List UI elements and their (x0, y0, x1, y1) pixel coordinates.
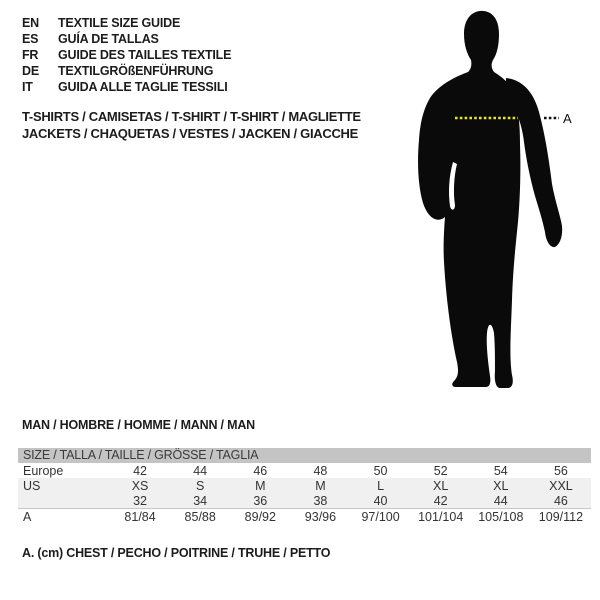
man-silhouette (418, 11, 520, 388)
size-cell: 42 (433, 493, 448, 508)
size-row-us (18, 478, 591, 493)
size-cell: 101/104 (418, 509, 464, 524)
size-cell: 38 (313, 493, 328, 508)
size-cell: 81/84 (124, 509, 156, 524)
size-cell: 34 (193, 493, 208, 508)
size-row-label: A (23, 509, 32, 524)
size-cell: L (377, 478, 385, 493)
size-cell: XL (493, 478, 509, 493)
size-row-label: Europe (23, 463, 64, 478)
language-label: GUIDA ALLE TAGLIE TESSILI (58, 80, 228, 94)
measure-label-a: A (563, 111, 572, 126)
size-cell: 50 (373, 463, 388, 478)
size-cell: 44 (493, 493, 508, 508)
size-cell: XS (131, 478, 149, 493)
size-cell: 93/96 (304, 509, 337, 524)
garment-categories (22, 108, 361, 142)
size-cell: 46 (553, 493, 568, 508)
category-line-tshirts: T-SHIRTS / CAMISETAS / T-SHIRT / T-SHIRT / MAGLIETTE (22, 109, 361, 124)
size-cell: 89/92 (244, 509, 276, 524)
language-row (22, 63, 231, 79)
language-code: ES (22, 32, 39, 46)
size-cell: 46 (253, 463, 268, 478)
size-row-label: US (23, 478, 41, 493)
language-row (22, 15, 231, 31)
size-cell: XL (433, 478, 449, 493)
size-cell: 40 (373, 493, 388, 508)
language-code: EN (22, 16, 39, 30)
language-row (22, 79, 231, 95)
size-cell: 109/112 (538, 509, 584, 524)
size-cell: 56 (553, 463, 568, 478)
size-cell: M (255, 478, 266, 493)
language-label: GUIDE DES TAILLES TEXTILE (58, 48, 232, 62)
language-code: IT (22, 80, 33, 94)
language-list (22, 15, 231, 95)
language-code: DE (22, 64, 39, 78)
language-row (22, 31, 231, 47)
size-cell: 32 (133, 493, 148, 508)
size-table (18, 448, 591, 524)
size-cell: 105/108 (478, 509, 524, 524)
size-table-header: SIZE / TALLA / TAILLE / GRÖSSE / TAGLIA (18, 448, 591, 463)
size-cell: 54 (493, 463, 508, 478)
size-cell: 48 (313, 463, 328, 478)
size-row-europe (18, 463, 591, 478)
section-title-man: MAN / HOMBRE / HOMME / MANN / MAN (22, 418, 255, 432)
size-cell: 36 (253, 493, 268, 508)
language-code: FR (22, 48, 39, 62)
language-label: GUÍA DE TALLAS (58, 32, 159, 46)
measurement-footnote: A. (cm) CHEST / PECHO / POITRINE / TRUHE / PETTO (22, 546, 331, 560)
size-cell: S (196, 478, 205, 493)
man-silhouette-figure (400, 0, 600, 400)
language-label: TEXTILE SIZE GUIDE (58, 16, 181, 30)
size-cell: 97/100 (361, 509, 400, 524)
size-cell: 52 (433, 463, 448, 478)
size-cell: M (315, 478, 326, 493)
category-line-jackets: JACKETS / CHAQUETAS / VESTES / JACKEN / GIACCHE (22, 126, 358, 141)
size-cell: 85/88 (184, 509, 216, 524)
size-cell: 42 (133, 463, 148, 478)
size-row-chest (18, 508, 591, 524)
size-cell: XXL (549, 478, 573, 493)
size-row-numeric (18, 493, 591, 508)
language-row (22, 47, 231, 63)
language-label: TEXTILGRÖßENFÜHRUNG (58, 64, 214, 78)
size-cell: 44 (193, 463, 208, 478)
